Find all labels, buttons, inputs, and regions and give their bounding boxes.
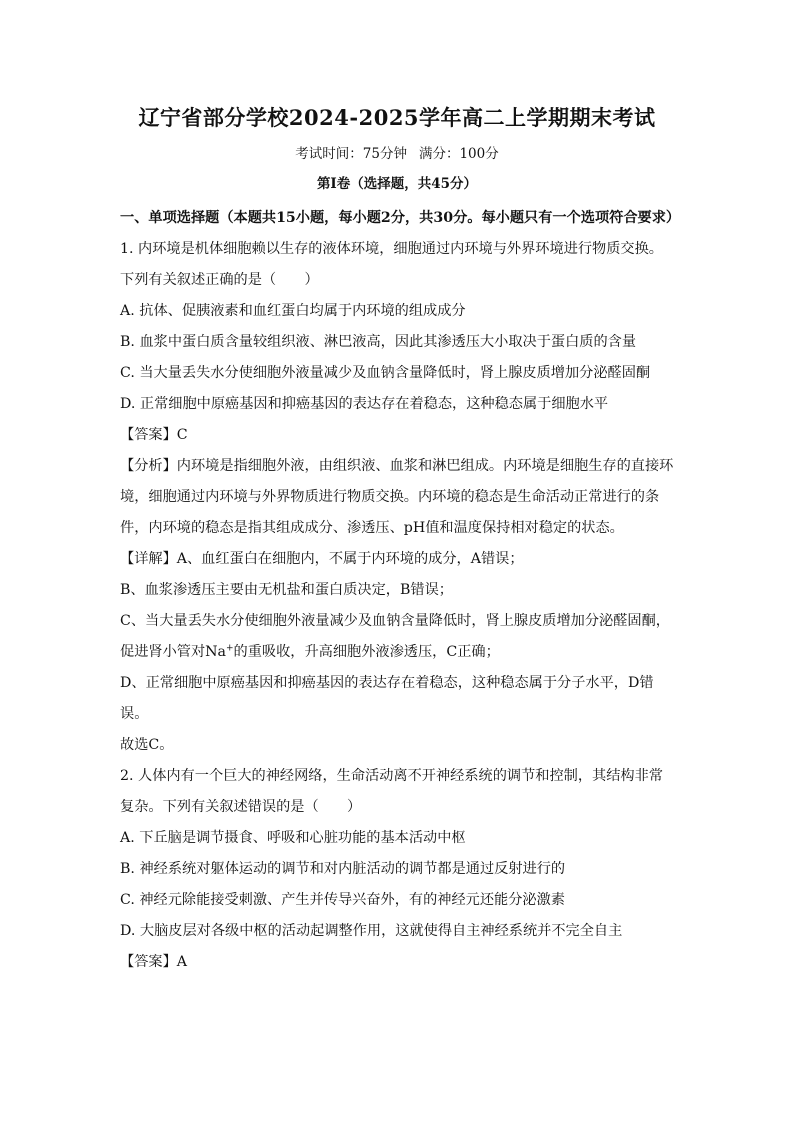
question-2-option-c: C. 神经元除能接受刺激、产生并传导兴奋外，有的神经元还能分泌激素 [120,892,565,908]
question-1-option-c: C. 当大量丢失水分使细胞外液量减少及血钠含量降低时，肾上腺皮质增加分泌醛固酮 [120,365,651,381]
question-1-analysis: 【分析】内环境是指细胞外液，由组织液、血浆和淋巴组成。内环境是细胞生存的直接环境，细胞通过内环境与外界物质进行物质交换。内环境的稳态是生命活动正常进行的条件，内环境的稳态是指其组成成分、渗透压、pH值和温度保持相对稳定的状态。 [120,458,674,536]
full-score: 满分：100分 [418,146,499,162]
question-1-option-b: B. 血浆中蛋白质含量较组织液、淋巴液高，因此其渗透压大小取决于蛋白质的含量 [120,334,637,350]
question-1-conclusion: 故选C。 [120,737,174,753]
question-1-detail-c-tail: 的重吸收，升高细胞外液渗透压，C正确； [233,644,500,660]
question-1-detail-c-head: C、当大量丢失水分使细胞外液量减少及血钠含量降低时，肾上腺皮质增加分泌醛固酮，促进肾小管对Na [120,613,670,660]
question-1-detail-b: B、血浆渗透压主要由无机盐和蛋白质决定，B错误； [120,582,453,598]
question-1-answer: 【答案】C [120,427,188,443]
question-1-option-d: D. 正常细胞中原癌基因和抑癌基因的表达存在着稳态，这种稳态属于细胞水平 [120,396,609,412]
document-title: 辽宁省部分学校2024-2025学年高二上学期期末考试 [138,105,656,130]
question-1-detail-c [120,606,676,668]
exam-time: 考试时间：75分钟 [295,146,407,162]
question-2-stem: 2. 人体内有一个巨大的神经网络，生命活动离不开神经系统的调节和控制，其结构非常复杂。下列有关叙述错误的是（ ） [120,768,663,815]
sodium-superscript: + [226,643,234,654]
question-1-detail-d: D、正常细胞中原癌基因和抑癌基因的表达存在着稳态，这种稳态属于分子水平，D错误。 [120,675,654,722]
question-2-option-a: A. 下丘脑是调节摄食、呼吸和心脏功能的基本活动中枢 [120,830,466,846]
question-2-answer: 【答案】A [120,954,187,970]
question-1-stem: 1. 内环境是机体细胞赖以生存的液体环境，细胞通过内环境与外界环境进行物质交换。下列有关叙述正确的是（ ） [120,241,663,288]
question-content [120,203,681,978]
part-heading: 第Ⅰ卷（选择题，共45分） [316,176,478,192]
exam-meta [0,144,794,164]
question-1-detail-a: 【详解】A、血红蛋白在细胞内，不属于内环境的成分，A错误； [120,551,524,567]
question-2-option-d: D. 大脑皮层对各级中枢的活动起调整作用，这就使得自主神经系统并不完全自主 [120,923,623,939]
section-heading: 一、单项选择题（本题共15小题，每小题2分，共30分。每小题只有一个选项符合要求） [120,210,681,226]
question-1-option-a: A. 抗体、促胰液素和血红蛋白均属于内环境的组成成分 [120,303,466,319]
question-2-option-b: B. 神经系统对躯体运动的调节和对内脏活动的调节都是通过反射进行的 [120,861,566,877]
